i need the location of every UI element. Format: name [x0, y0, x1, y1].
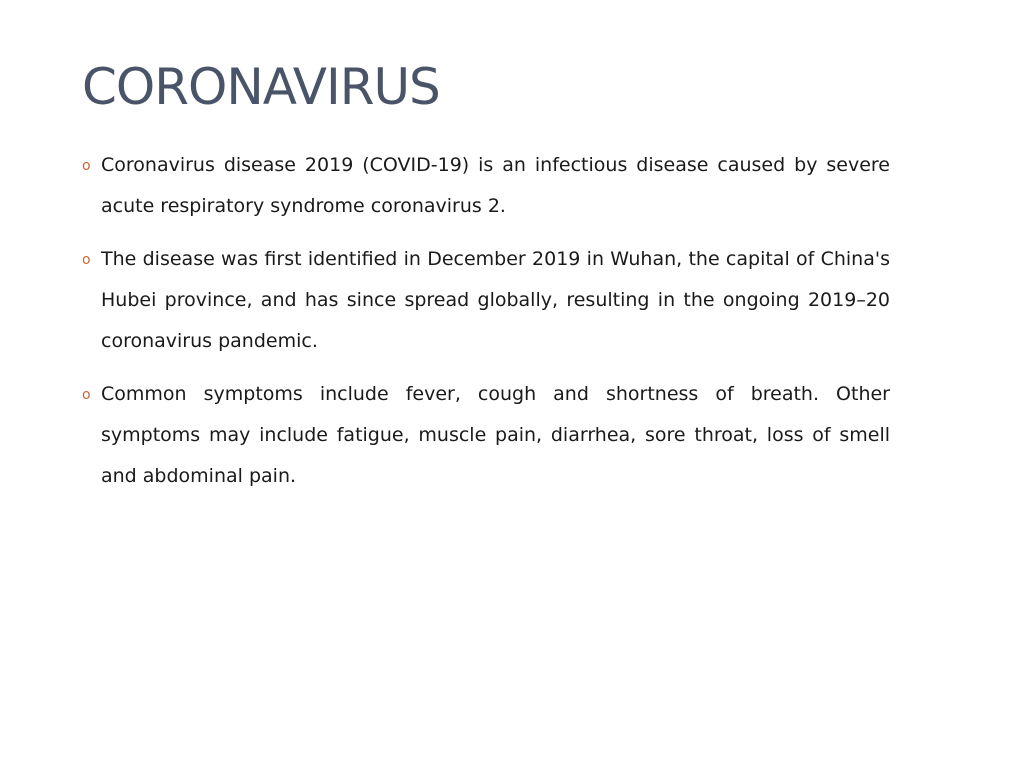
bullet-item [82, 374, 890, 497]
bullet-text: Common symptoms include fever, cough and shortness of breath. Other symptoms may include fatigue, muscle pain, diarrhea, sore throat, loss of smell and abdominal pain. [101, 383, 890, 487]
bullet-text: Coronavirus disease 2019 (COVID-19) is an infectious disease caused by severe acute respiratory syndrome coronavirus 2. [101, 154, 890, 217]
bullet-text: The disease was first identified in December 2019 in Wuhan, the capital of China's Hubei province, and has since spread globally, resulting in the ongoing 2019–20 coronavirus pandemic. [101, 248, 890, 352]
circle-bullet-icon: o [82, 387, 91, 403]
slide-title: CORONAVIRUS [82, 58, 440, 116]
bullet-item [82, 239, 890, 362]
circle-bullet-icon: o [82, 252, 91, 268]
circle-bullet-icon: o [82, 158, 91, 174]
bullet-item [82, 145, 890, 227]
bullet-list [82, 145, 890, 509]
